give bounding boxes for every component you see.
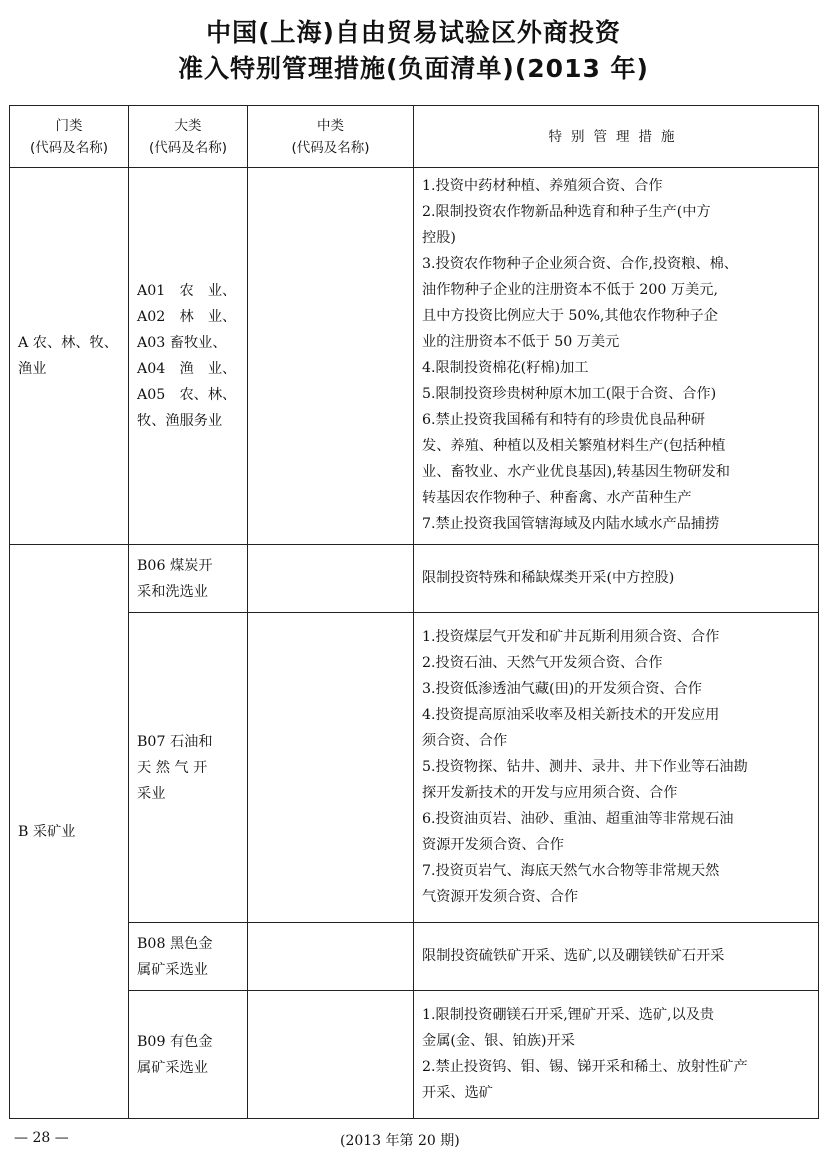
door-b-label: B 采矿业 — [18, 823, 76, 840]
measure-line: 金属(金、银、铂族)开采 — [422, 1032, 575, 1049]
measure-line: 5.投资物探、钻井、测井、录井、井下作业等石油勘 — [422, 758, 748, 775]
measure-line: 2.投资石油、天然气开发须合资、合作 — [422, 654, 663, 671]
header-door-category — [10, 106, 129, 168]
measure-line: 7.禁止投资我国管辖海域及内陆水域水产品捕捞 — [422, 516, 720, 532]
major-cell-a — [129, 168, 248, 545]
measures-cell-b09 — [414, 991, 819, 1119]
major-b09-line1: B09 有色金 — [137, 1033, 213, 1050]
measure-line: 1.投资煤层气开发和矿井瓦斯利用须合资、合作 — [422, 628, 720, 645]
negative-list-table — [9, 105, 819, 1119]
measure-line: 且中方投资比例应大于 50%,其他农作物种子企 — [422, 308, 718, 324]
door-a-line2: 渔业 — [18, 361, 47, 377]
table-row-b07 — [10, 613, 819, 923]
measure-line: 转基因农作物种子、种畜禽、水产苗种生产 — [422, 490, 692, 506]
table-row-b06 — [10, 545, 819, 613]
table-row-b08 — [10, 923, 819, 991]
header-major-sublabel: (代码及名称) — [148, 139, 228, 156]
document-title-line2: 准入特别管理措施(负面清单)(2013 年) — [178, 54, 649, 83]
table-row-section-a — [10, 168, 819, 545]
measure-line: 限制投资硫铁矿开采、选矿,以及硼镁铁矿石开采 — [422, 947, 725, 964]
header-middle-label: 中类 — [317, 117, 344, 134]
major-cell-b06 — [129, 545, 248, 613]
header-door-label: 门类 — [55, 117, 83, 134]
middle-cell-b07 — [248, 613, 414, 923]
major-a-line: A01 农 业、 — [137, 283, 237, 299]
major-a-line: A05 农、林、 — [137, 387, 237, 403]
header-door-sublabel: (代码及名称) — [29, 139, 109, 156]
major-b06-line1: B06 煤炭开 — [137, 557, 213, 574]
major-cell-b08 — [129, 923, 248, 991]
door-cell-b — [10, 545, 129, 1119]
measure-line: 2.限制投资农作物新品种选育和种子生产(中方 — [422, 204, 711, 220]
document-title-line1: 中国(上海)自由贸易试验区外商投资 — [206, 18, 621, 47]
measure-line: 3.投资低渗透油气藏(田)的开发须合资、合作 — [422, 680, 702, 697]
measures-cell-b06 — [414, 545, 819, 613]
measure-line: 资源开发须合资、合作 — [422, 836, 564, 853]
measure-line: 5.限制投资珍贵树种原木加工(限于合资、合作) — [422, 386, 717, 402]
measure-line: 4.投资提高原油采收率及相关新技术的开发应用 — [422, 706, 720, 723]
measure-line: 控股) — [422, 230, 456, 246]
header-major-label: 大类 — [174, 117, 202, 134]
major-b07-line1: B07 石油和 — [137, 733, 213, 750]
middle-cell-a — [248, 168, 414, 545]
measure-line: 业、畜牧业、水产业优良基因),转基因生物研发和 — [422, 464, 730, 480]
door-cell-a — [10, 168, 129, 545]
measure-line: 1.限制投资硼镁石开采,锂矿开采、选矿,以及贵 — [422, 1006, 715, 1023]
major-a-line: 牧、渔服务业 — [137, 413, 223, 429]
major-b07-line2: 天 然 气 开 — [137, 759, 208, 776]
issue-label: (2013 年第 20 期) — [340, 1133, 460, 1149]
measures-cell-b08 — [414, 923, 819, 991]
table-row-b09 — [10, 991, 819, 1119]
door-a-line1: A 农、林、牧、 — [18, 335, 118, 351]
measure-line: 开采、选矿 — [422, 1084, 493, 1101]
measures-cell-b07 — [414, 613, 819, 923]
major-b08-line1: B08 黑色金 — [137, 935, 213, 952]
header-measures-label: 特别管理措施 — [548, 128, 684, 145]
header-measures — [414, 106, 819, 168]
major-b06-line2: 采和洗选业 — [137, 583, 208, 600]
measure-line: 7.投资页岩气、海底天然气水合物等非常规天然 — [422, 862, 720, 879]
middle-cell-b09 — [248, 991, 414, 1119]
page-number: — 28 — — [14, 1130, 69, 1146]
header-middle-sublabel: (代码及名称) — [291, 139, 370, 156]
middle-cell-b06 — [248, 545, 414, 613]
measure-line: 6.禁止投资我国稀有和特有的珍贵优良品种研 — [422, 412, 706, 428]
middle-cell-b08 — [248, 923, 414, 991]
table-header-row — [10, 106, 819, 168]
measure-line: 限制投资特殊和稀缺煤类开采(中方控股) — [422, 569, 675, 586]
major-b09-line2: 属矿采选业 — [137, 1059, 208, 1076]
major-cell-b07 — [129, 613, 248, 923]
header-major-category — [129, 106, 248, 168]
major-b08-line2: 属矿采选业 — [137, 961, 208, 978]
major-a-line: A02 林 业、 — [137, 309, 237, 325]
measure-line: 探开发新技术的开发与应用须合资、合作 — [422, 784, 678, 801]
header-middle-category — [248, 106, 414, 168]
measure-line: 发、养殖、种植以及相关繁殖材料生产(包括种植 — [422, 438, 726, 454]
measure-line: 气资源开发须合资、合作 — [422, 888, 579, 905]
measure-line: 须合资、合作 — [422, 732, 508, 749]
measure-line: 2.禁止投资钨、钼、锡、锑开采和稀土、放射性矿产 — [422, 1058, 748, 1075]
measure-line: 4.限制投资棉花(籽棉)加工 — [422, 360, 589, 376]
measures-cell-a — [414, 168, 819, 545]
measure-line: 业的注册资本不低于 50 万美元 — [422, 334, 620, 350]
measure-line: 3.投资农作物种子企业须合资、合作,投资粮、棉、 — [422, 256, 738, 272]
measure-line: 1.投资中药材种植、养殖须合资、合作 — [422, 178, 663, 194]
major-a-line: A04 渔 业、 — [137, 361, 237, 377]
measure-line: 6.投资油页岩、油砂、重油、超重油等非常规石油 — [422, 810, 734, 827]
major-cell-b09 — [129, 991, 248, 1119]
measure-line: 油作物种子企业的注册资本不低于 200 万美元, — [422, 282, 718, 298]
major-b07-line3: 采业 — [137, 785, 166, 802]
major-a-line: A03 畜牧业、 — [137, 335, 227, 351]
